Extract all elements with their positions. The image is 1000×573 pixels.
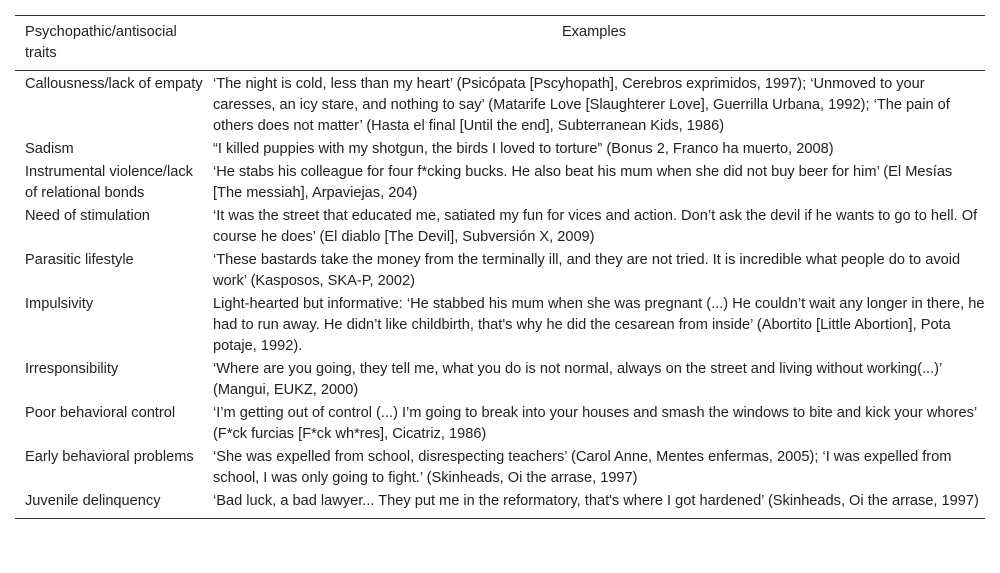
table-row bbox=[15, 139, 985, 162]
example-cell: ‘The night is cold, less than my heart’ (Psicópata [Pscyhopath], Cerebros exprimidos, 1997); ‘Unmoved to your caresses, an icy stare, and nothing to say’ (Matarife Love [Slaughterer Love], Guerrilla Urbana, 1992); ‘The pain of others does not matter’ (Hasta el final [Until the end], Subterranean Kids, 1986) bbox=[213, 76, 950, 134]
traits-table bbox=[15, 15, 985, 519]
table-row bbox=[15, 162, 985, 206]
table-row bbox=[15, 71, 985, 140]
header-traits: Psychopathic/antisocial traits bbox=[25, 24, 177, 61]
table-row bbox=[15, 403, 985, 447]
example-cell: ‘Bad luck, a bad lawyer... They put me in the reformatory, that's where I got hardened’ (Skinheads, Oi the arrase, 1997) bbox=[213, 493, 979, 509]
table-row bbox=[15, 491, 985, 519]
example-cell: ‘Where are you going, they tell me, what you do is not normal, always on the street and living without working(...)’ (Mangui, EUKZ, 2000) bbox=[213, 361, 942, 398]
table-row bbox=[15, 359, 985, 403]
trait-cell: Irresponsibility bbox=[25, 361, 119, 377]
trait-cell: Juvenile delinquency bbox=[25, 493, 161, 509]
example-cell: “I killed puppies with my shotgun, the birds I loved to torture” (Bonus 2, Franco ha muerto, 2008) bbox=[213, 141, 834, 157]
example-cell: ‘She was expelled from school, disrespecting teachers’ (Carol Anne, Mentes enfermas, 2005); ‘I was expelled from school, I was only going to fight.’ (Skinheads, Oi the arrase, 1997) bbox=[213, 449, 952, 486]
trait-cell: Poor behavioral control bbox=[25, 405, 176, 421]
trait-cell: Early behavioral problems bbox=[25, 449, 194, 465]
trait-cell: Need of stimulation bbox=[25, 208, 150, 224]
table-row bbox=[15, 294, 985, 359]
trait-cell: Callousness/lack of empaty bbox=[25, 76, 203, 92]
trait-cell: Impulsivity bbox=[25, 296, 94, 312]
table-header-row bbox=[15, 16, 985, 71]
trait-cell: Instrumental violence/lack of relational bonds bbox=[25, 164, 193, 201]
table-row bbox=[15, 206, 985, 250]
example-cell: ‘It was the street that educated me, satiated my fun for vices and action. Don’t ask the devil if he wants to go to hell. Of course he does’ (El diablo [The Devil], Subversión X, 2009) bbox=[213, 208, 978, 245]
example-cell: ‘These bastards take the money from the terminally ill, and they are not tried. It is incredible what people do to avoid work’ (Kasposos, SKA-P, 2002) bbox=[213, 252, 961, 289]
example-cell: ‘I’m getting out of control (...) I’m going to break into your houses and smash the windows to bite and kick your whores’ (F*ck furcias [F*ck wh*res], Cicatriz, 1986) bbox=[213, 405, 977, 442]
table-row bbox=[15, 250, 985, 294]
trait-cell: Parasitic lifestyle bbox=[25, 252, 134, 268]
trait-cell: Sadism bbox=[25, 141, 74, 157]
traits-table-container bbox=[15, 15, 985, 519]
header-examples: Examples bbox=[561, 24, 627, 40]
example-cell: Light-hearted but informative: ‘He stabbed his mum when she was pregnant (...) He couldn’t wait any longer in there, he had to run away. He didn’t like childbirth, that's why he did the cesarean from inside’ (Abortito [Little Abortion], Pota potaje, 1992). bbox=[213, 296, 985, 354]
table-row bbox=[15, 447, 985, 491]
example-cell: ‘He stabs his colleague for four f*cking bucks. He also beat his mum when she did not buy beer for him’ (El Mesías [The messiah], Arpaviejas, 204) bbox=[213, 164, 953, 201]
